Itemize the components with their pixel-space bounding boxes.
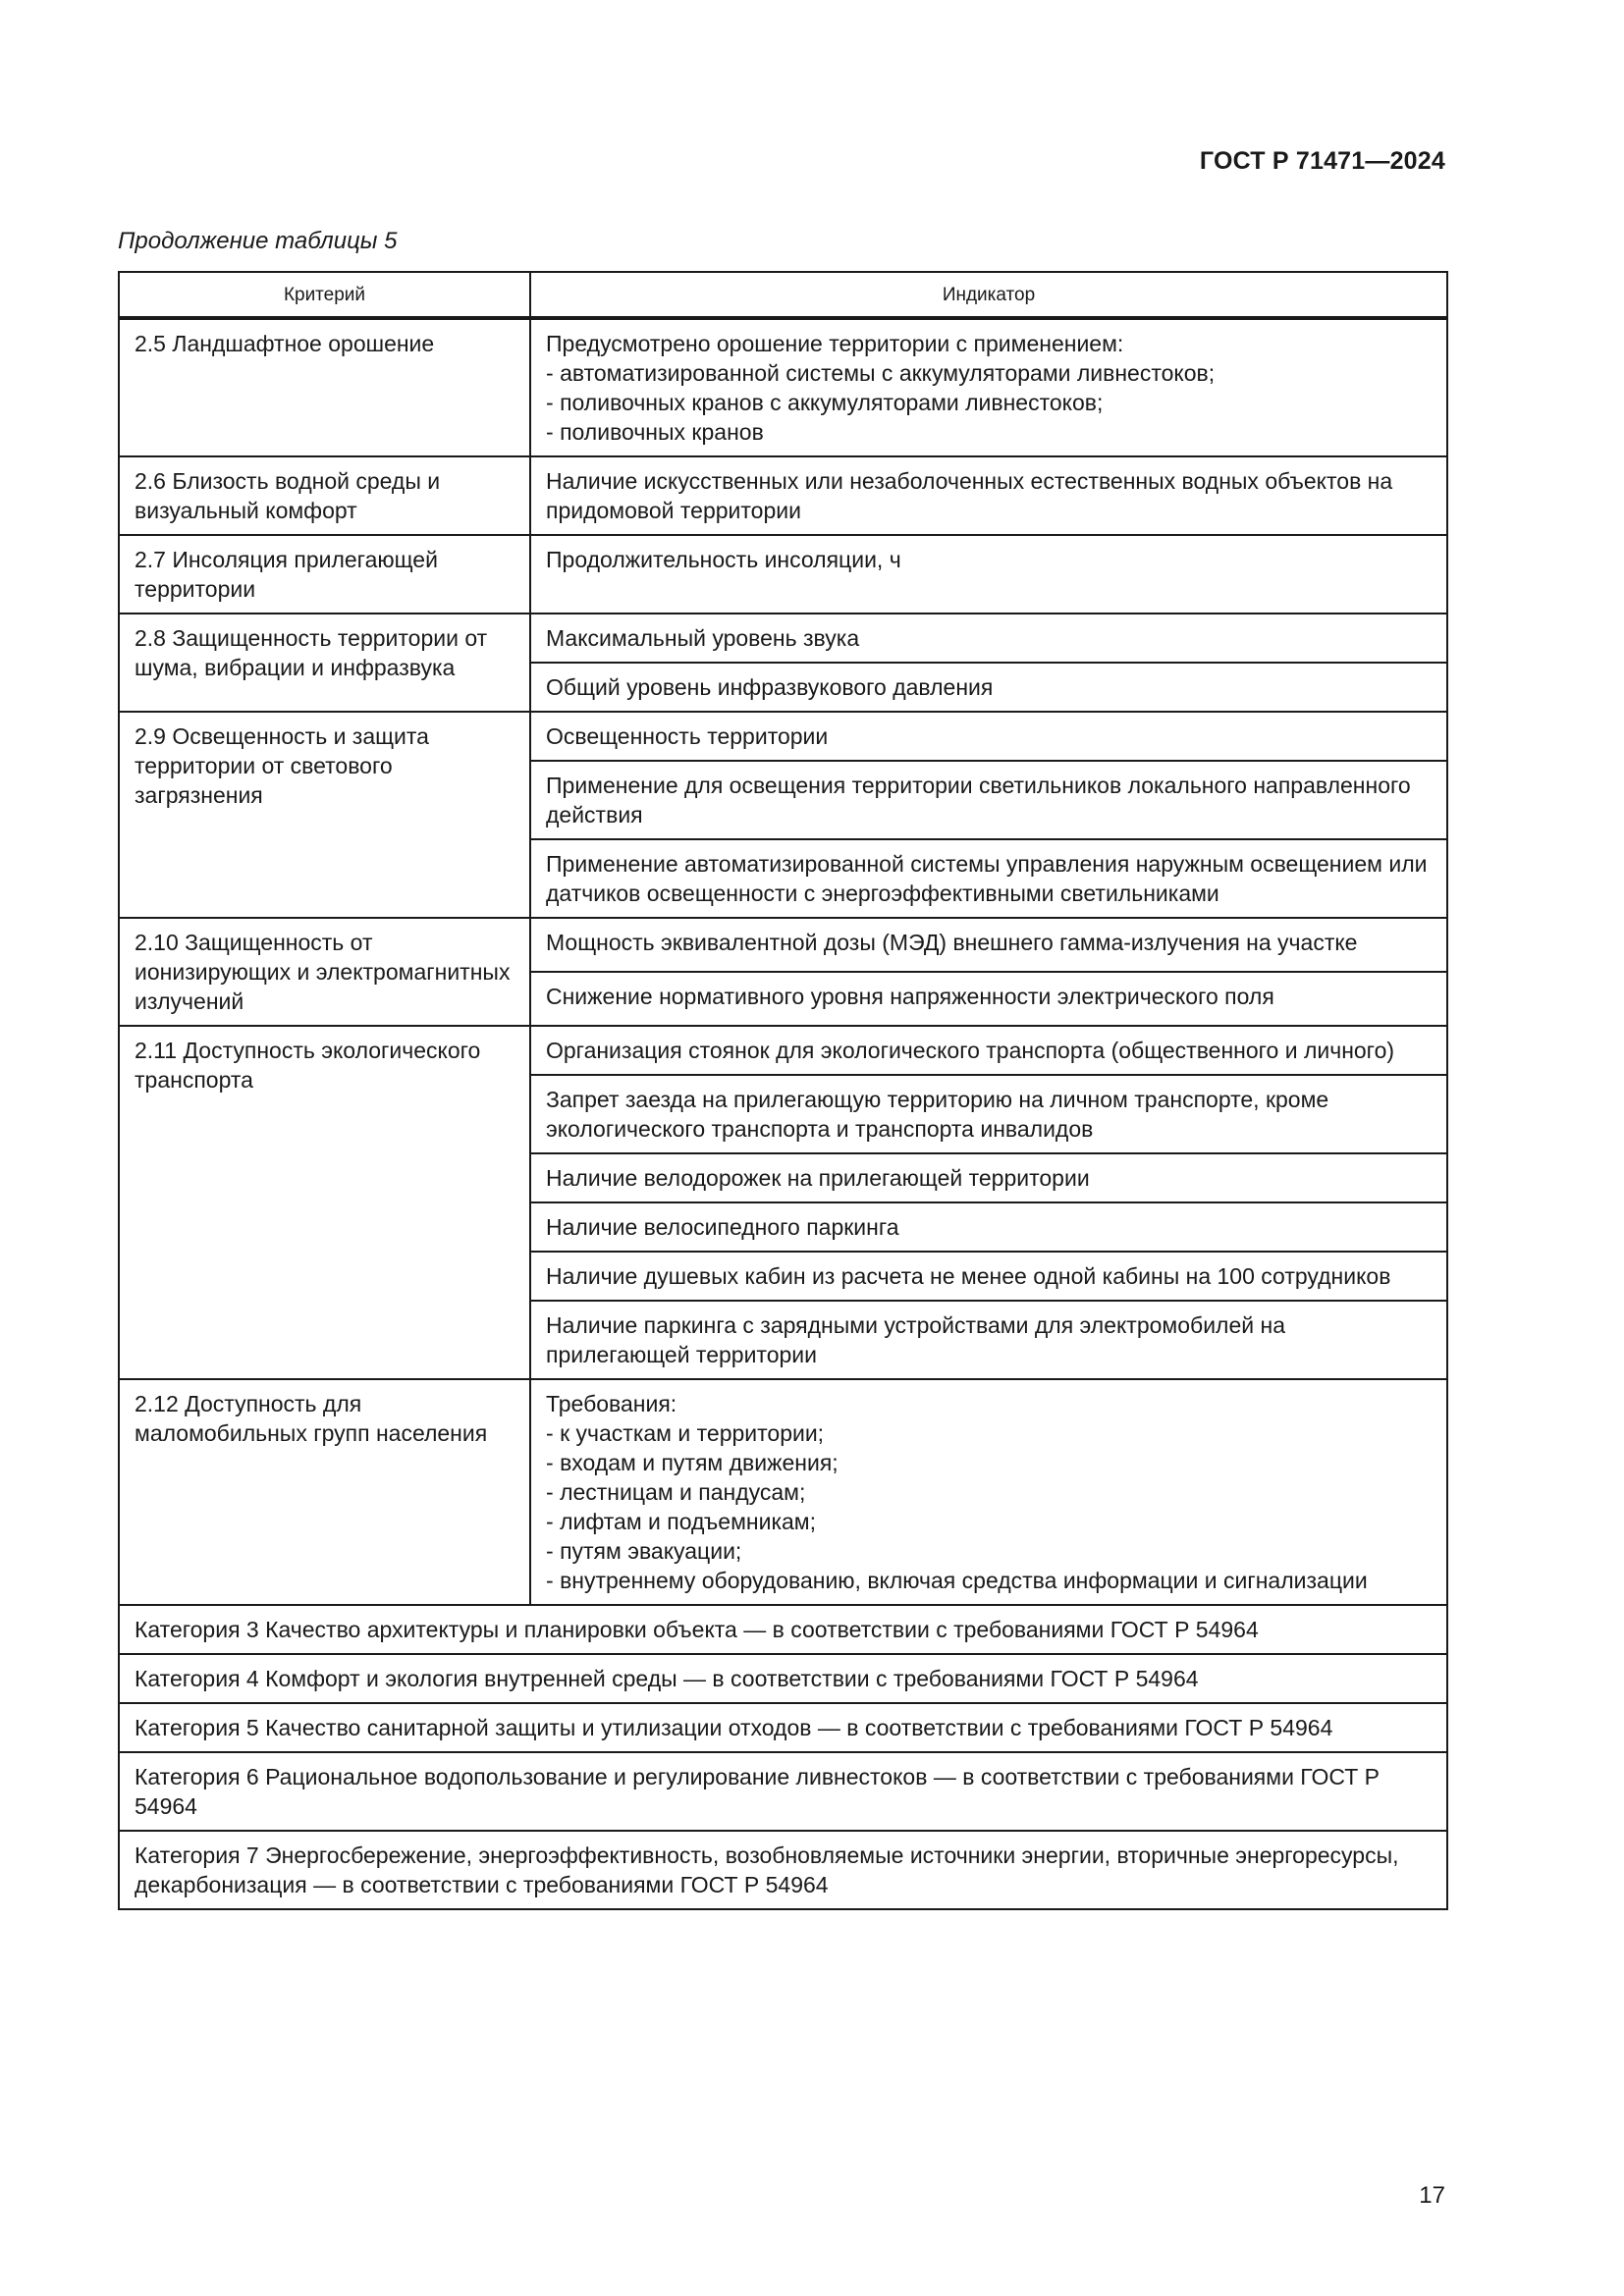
criteria-table: [118, 271, 1448, 1910]
criterion-cell: 2.8 Защищенность территории от шума, вибрации и инфразвука: [119, 614, 530, 712]
list-item: - входам и путям движения;: [546, 1448, 1432, 1477]
criterion-cell: 2.12 Доступность для маломобильных групп населения: [119, 1379, 530, 1605]
indicator-cell: Наличие паркинга с зарядными устройствами для электромобилей на прилегающей территории: [530, 1301, 1447, 1379]
criterion-cell: 2.6 Близость водной среды и визуальный комфорт: [119, 456, 530, 535]
category-row: [119, 1605, 1447, 1654]
indicator-cell: Общий уровень инфразвукового давления: [530, 663, 1447, 712]
indicator-cell: Запрет заезда на прилегающую территорию на личном транспорте, кроме экологического транспорта и транспорта инвалидов: [530, 1075, 1447, 1153]
table-header-row: [119, 272, 1447, 318]
criterion-cell: 2.10 Защищенность от ионизирующих и электромагнитных излучений: [119, 918, 530, 1026]
indicator-cell: Наличие велодорожек на прилегающей территории: [530, 1153, 1447, 1202]
list-item: - к участкам и территории;: [546, 1418, 1432, 1448]
indicator-cell: Организация стоянок для экологического транспорта (общественного и личного): [530, 1026, 1447, 1075]
table-row: [119, 535, 1447, 614]
list-item: - поливочных кранов с аккумуляторами ливнестоков;: [546, 388, 1432, 417]
category-cell: Категория 7 Энергосбережение, энергоэффективность, возобновляемые источники энергии, вторичные энергоресурсы, декарбонизация — в соответствии с требованиями ГОСТ Р 54964: [119, 1831, 1447, 1909]
indicator-cell: [530, 318, 1447, 456]
indicator-intro: Требования:: [546, 1391, 677, 1416]
indicator-cell: Применение для освещения территории светильников локального направленного действия: [530, 761, 1447, 839]
indicator-cell: Наличие душевых кабин из расчета не менее одной кабины на 100 сотрудников: [530, 1252, 1447, 1301]
indicator-intro: Предусмотрено орошение территории с применением:: [546, 331, 1124, 356]
category-row: [119, 1831, 1447, 1909]
indicator-cell: Применение автоматизированной системы управления наружным освещением или датчиков освещенности с энергоэффективными светильниками: [530, 839, 1447, 918]
indicator-cell: Максимальный уровень звука: [530, 614, 1447, 663]
category-row: [119, 1752, 1447, 1831]
indicator-cell: [530, 1379, 1447, 1605]
column-header-indicator: Индикатор: [530, 272, 1447, 318]
table-row: [119, 712, 1447, 761]
category-row: [119, 1654, 1447, 1703]
document-id: ГОСТ Р 71471—2024: [1199, 147, 1445, 175]
table-row: [119, 318, 1447, 456]
indicator-list: [546, 358, 1432, 447]
category-cell: Категория 5 Качество санитарной защиты и утилизации отходов — в соответствии с требованиями ГОСТ Р 54964: [119, 1703, 1447, 1752]
column-header-criterion: Критерий: [119, 272, 530, 318]
table-row: [119, 1026, 1447, 1075]
criterion-cell: 2.5 Ландшафтное орошение: [119, 318, 530, 456]
table-row: [119, 456, 1447, 535]
criterion-cell: 2.7 Инсоляция прилегающей территории: [119, 535, 530, 614]
list-item: - автоматизированной системы с аккумуляторами ливнестоков;: [546, 358, 1432, 388]
category-cell: Категория 4 Комфорт и экология внутренней среды — в соответствии с требованиями ГОСТ Р 54964: [119, 1654, 1447, 1703]
list-item: - путям эвакуации;: [546, 1536, 1432, 1566]
list-item: - внутреннему оборудованию, включая средства информации и сигнализации: [546, 1566, 1432, 1595]
indicator-cell: Наличие велосипедного паркинга: [530, 1202, 1447, 1252]
page-number: 17: [1419, 2182, 1445, 2209]
indicator-cell: Продолжительность инсоляции, ч: [530, 535, 1447, 614]
category-cell: Категория 3 Качество архитектуры и планировки объекта — в соответствии с требованиями ГОСТ Р 54964: [119, 1605, 1447, 1654]
list-item: - поливочных кранов: [546, 417, 1432, 447]
list-item: - лестницам и пандусам;: [546, 1477, 1432, 1507]
category-cell: Категория 6 Рациональное водопользование и регулирование ливнестоков — в соответствии с требованиями ГОСТ Р 54964: [119, 1752, 1447, 1831]
criterion-cell: 2.9 Освещенность и защита территории от светового загрязнения: [119, 712, 530, 918]
indicator-cell: Наличие искусственных или незаболоченных естественных водных объектов на придомовой территории: [530, 456, 1447, 535]
indicator-list: [546, 1418, 1432, 1595]
category-row: [119, 1703, 1447, 1752]
table-row: [119, 1379, 1447, 1605]
table-row: [119, 918, 1447, 972]
table-row: [119, 614, 1447, 663]
criterion-cell: 2.11 Доступность экологического транспорта: [119, 1026, 530, 1379]
list-item: - лифтам и подъемникам;: [546, 1507, 1432, 1536]
table-caption: Продолжение таблицы 5: [118, 228, 398, 254]
indicator-cell: Мощность эквивалентной дозы (МЭД) внешнего гамма-излучения на участке: [530, 918, 1447, 972]
indicator-cell: Освещенность территории: [530, 712, 1447, 761]
indicator-cell: Снижение нормативного уровня напряженности электрического поля: [530, 972, 1447, 1026]
